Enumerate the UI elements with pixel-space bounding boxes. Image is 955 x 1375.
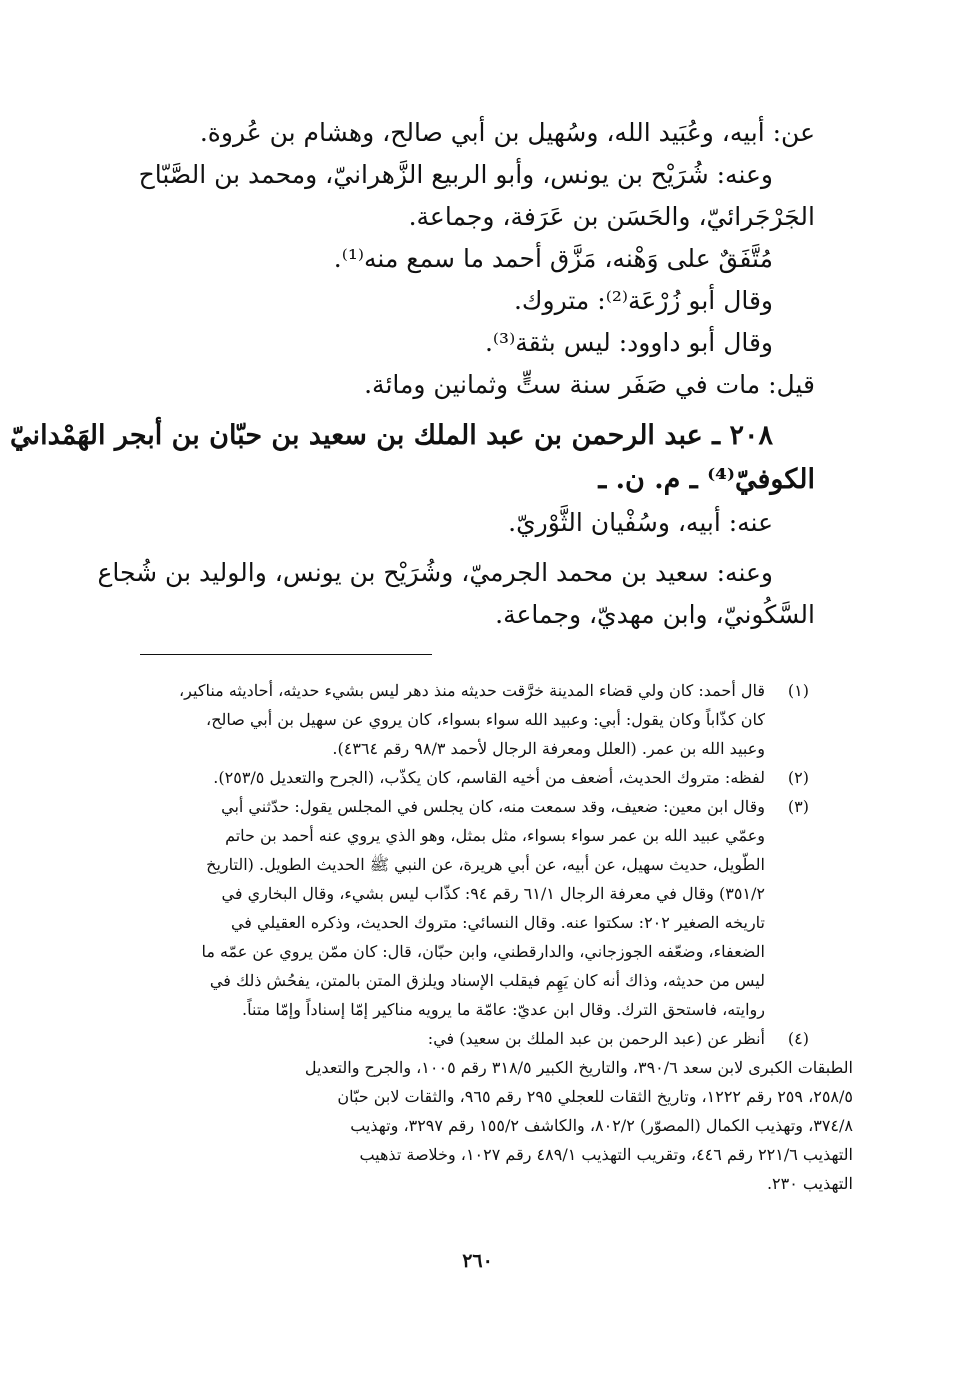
footnote-text: الطّويل، حديث سهيل، عن أبيه، عن أبي هريرة، عن النبي ﷺ الحديث الطويل. (التاريخ	[206, 855, 765, 874]
footnote-separator	[140, 654, 432, 655]
footnote-text: ليس من حديثه، وذاك أنه كان يَهِم فيقلب الإسناد ويلزق المتن بالمتن، يفحُش ذلك في	[209, 971, 765, 990]
entry-heading-cont: الكوفيّ⁽⁴⁾ ـ م. ن. ـ	[598, 464, 815, 495]
narrators-to-line: وعنه: شُرَيْح بن يونس، وأبو الربيع الزَّهرانيّ، ومحمد بن الصَّبّاح	[138, 160, 773, 189]
footnote-text: ٣٥١/٢) وقال في معرفة الرجال ٦١/١ رقم ٩٤: كذّاب ليس بشيء، وقال البخاري في	[221, 884, 765, 903]
narrators-to-line-cont: الجَرْجَرائيّ، والحَسَن بن عَرَفة، وجماعة.	[408, 202, 815, 231]
footnote-text: وقال ابن معين: ضعيف، وقد سمعت منه، كان يجلس في المجلس يقول: حدّثني أبي	[221, 797, 765, 816]
footnote-text: وعبيد الله بن عمر. (العلل ومعرفة الرجال لأحمد ٩٨/٣ رقم ٤٣٦٤).	[332, 739, 765, 758]
footnote-text: ٣٧٤/٨، وتهذيب الكمال (المصوّر) ٨٠٢/٢، والكاشف ١٥٥/٢ رقم ٣٢٩٧، وتهذيب	[350, 1116, 853, 1135]
footnotes	[158, 676, 853, 1198]
footnote-number: (٣)	[787, 797, 809, 816]
entry-narrators-from: عنه: أبيه، وسُفْيان الثَّوْريّ.	[508, 508, 773, 537]
footnote-text: الطبقات الكبرى لابن سعد ٣٩٠/٦، والتاريخ الكبير ٣١٨/٥ رقم ١٠٠٥، والجرح والتعديل	[304, 1058, 853, 1077]
footnote-text: ٢٥٨/٥، ٢٥٩ رقم ١٢٢٢، وتاريخ الثقات للعجلي ٢٩٥ رقم ٩٦٥، والثقات لابن حبّان	[337, 1087, 853, 1106]
narrators-from-line: عن: أبيه، وعُبَيد الله، وسُهيل بن أبي صالح، وهشام بن عُروة.	[199, 118, 815, 147]
footnote-number: (١)	[787, 681, 809, 700]
footnote-2	[158, 763, 809, 792]
footnote-4	[158, 1024, 809, 1053]
entry-narrators-to: وعنه: سعيد بن محمد الجرميّ، وشُرَيْح بن يونس، والوليد بن شُجاع	[97, 558, 773, 587]
death-line: قيل: مات في صَفَر سنة ستٍّ وثمانين ومائة.	[364, 370, 815, 399]
footnote-text: تاريخه الصغير ٢٠٢: سكتوا عنه. وقال النسائي: متروك الحديث، وذكره العقيلي في	[230, 913, 765, 932]
entry-narrators-to-cont: السَّكُونيّ، وابن مهديّ، وجماعة.	[495, 600, 815, 629]
critique-line: مُتَّفَقٌ على وَهْنه، مَزَّق أحمد ما سمع منه⁽¹⁾.	[333, 244, 773, 273]
page-number: ٢٦٠	[462, 1250, 493, 1272]
footnote-text: كان كذّاباً وكان يقول: أبي: وعبيد الله سواء بسواء، كان يروي عن سهيل بن أبي صالح،	[206, 710, 765, 729]
footnote-1	[158, 676, 809, 705]
footnote-number: (٢)	[787, 768, 809, 787]
footnote-text: التهذيب ٢٢١/٦ رقم ٤٤٦، وتقريب التهذيب ٤٨٩/١ رقم ١٠٢٧، وخلاصة تذهيب	[359, 1145, 853, 1164]
footnote-text: قال أحمد: كان ولي قضاء المدينة خرَّقت حديثه منذ دهر ليس بشيء حديثه، أحاديثه مناكير،	[179, 681, 765, 700]
footnote-text: الضعفاء، وضعّفه الجوزجاني، والدارقطني، وابن حبّان، قال: كان ممّن يروي عن عمّه ما	[201, 942, 765, 961]
footnote-text: أنظر عن (عبد الرحمن بن عبد الملك بن سعيد) في:	[427, 1029, 765, 1048]
main-text	[10, 112, 815, 636]
footnote-text: روايته، فاستحق الترك. وقال ابن عديّ: عامّة ما يرويه مناكير إمّا إسناداً وإمّا متناً.	[242, 1000, 765, 1019]
footnote-text: لفظه: متروك الحديث، أضعف من أخيه القاسم، كان يكذّب، (الجرح والتعديل ٢٥٣/٥).	[213, 768, 765, 787]
footnote-text: التهذيب ٢٣٠.	[766, 1174, 853, 1193]
footnote-text: وعمّي عبيد الله بن عمر سواء بسواء، مثل بمثل، وهو الذي يروي عنه أحمد بن حاتم	[225, 826, 765, 845]
entry-heading: ٢٠٨ ـ عبد الرحمن بن عبد الملك بن سعيد بن حبّان بن أبجر الهَمْدانيّ	[10, 420, 773, 451]
footnote-3	[158, 792, 809, 821]
footnote-number: (٤)	[787, 1029, 809, 1048]
abu-zura-line: وقال أبو زُرْعَة⁽²⁾: متروك.	[513, 286, 773, 315]
abu-dawud-line: وقال أبو داوود: ليس بثقة⁽³⁾.	[484, 328, 773, 357]
